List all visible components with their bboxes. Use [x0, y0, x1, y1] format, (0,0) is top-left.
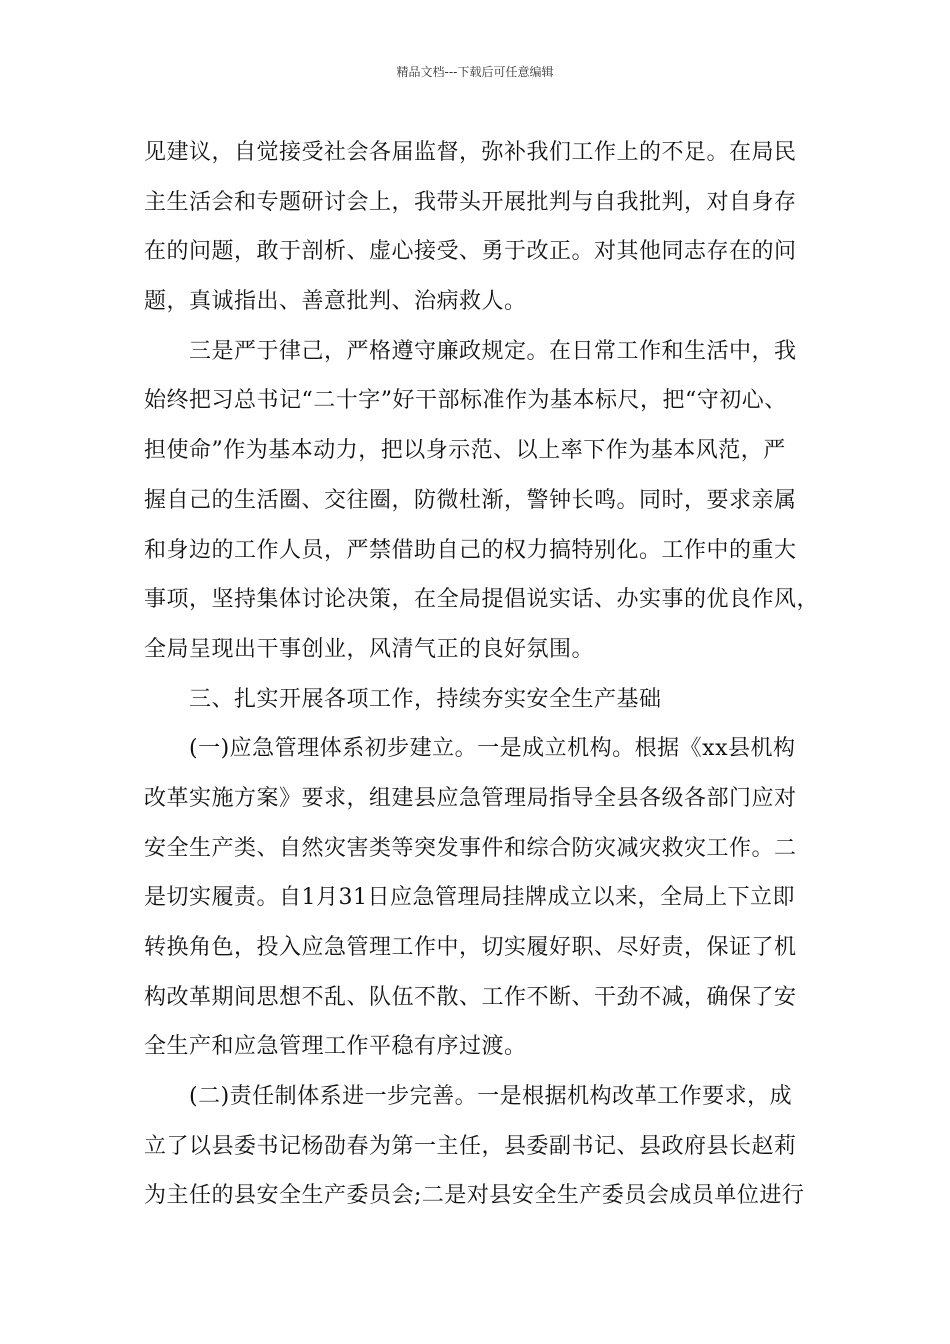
text-line: 立了以县委书记杨劭春为第一主任，县委副书记、县政府县长赵莉 [144, 1133, 797, 1159]
text-line: 主生活会和专题研讨会上，我带头开展批判与自我批判，对自身存 [144, 189, 797, 215]
text-line: 构改革期间思想不乱、队伍不散、工作不断、干劲不减，确保了安 [144, 984, 797, 1010]
text-line: 改革实施方案》要求，组建县应急管理局指导全县各级各部门应对 [144, 785, 797, 811]
text-line: 为主任的县安全生产委员会;二是对县安全生产委员会成员单位进行 [144, 1183, 805, 1209]
text-line: 安全生产类、自然灾害类等突发事件和综合防灾减灾救灾工作。二 [144, 835, 797, 861]
text-line: 握自己的生活圈、交往圈，防微杜渐，警钟长鸣。同时，要求亲属 [144, 487, 797, 513]
text-line: 三是严于律己，严格遵守廉政规定。在日常工作和生活中，我 [144, 338, 797, 364]
text-line: 始终把习总书记“二十字”好干部标准作为基本标尺，把“守初心、 [144, 388, 787, 414]
text-line: 和身边的工作人员，严禁借助自己的权力搞特别化。工作中的重大 [144, 537, 797, 563]
document-body [144, 128, 820, 1221]
text-line: 转换角色，投入应急管理工作中，切实履好职、尽好责，保证了机 [144, 935, 797, 960]
section-heading: 三、扎实开展各项工作，持续夯实安全生产基础 [144, 686, 662, 712]
text-line: 是切实履责。自1月31日应急管理局挂牌成立以来，全局上下立即 [144, 885, 795, 911]
text-line: (二)责任制体系进一步完善。一是根据机构改革工作要求，成 [144, 1084, 793, 1110]
text-line: 全生产和应急管理工作平稳有序过渡。 [144, 1034, 527, 1060]
text-line: 担使命”作为基本动力，把以身示范、以上率下作为基本风范，严 [144, 438, 786, 464]
text-line: 题，真诚指出、善意批判、治病救人。 [144, 289, 527, 315]
text-line: 见建议，自觉接受社会各届监督，弥补我们工作上的不足。在局民 [144, 140, 797, 165]
text-line: 全局呈现出干事创业，风清气正的良好氛围。 [144, 636, 595, 662]
text-line: 事项，坚持集体讨论决策，在全局提倡说实话、办实事的优良作风， [144, 587, 820, 613]
page-header: 精品文档---下载后可任意编辑 [396, 65, 554, 79]
text-line: (一)应急管理体系初步建立。一是成立机构。根据《xx县机构 [144, 736, 796, 762]
text-line: 在的问题，敢于剖析、虚心接受、勇于改正。对其他同志存在的问 [144, 239, 797, 265]
